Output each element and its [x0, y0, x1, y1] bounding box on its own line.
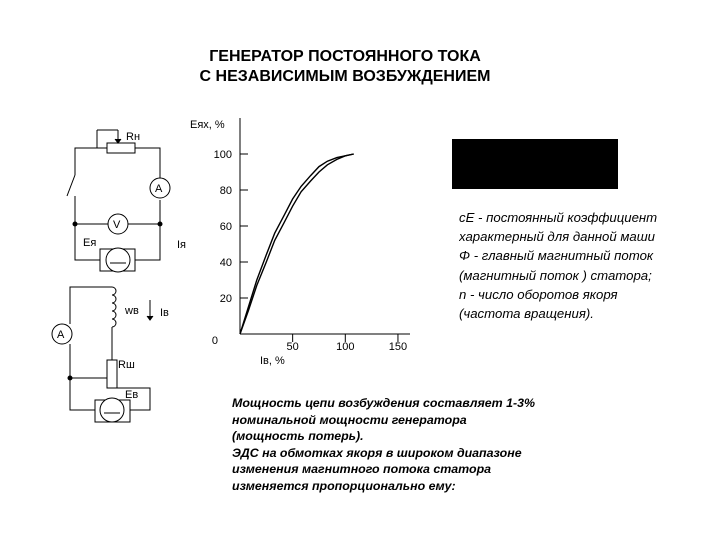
x-tick-label: 100 [336, 341, 355, 353]
power-note [232, 395, 632, 495]
y-tick-label: 60 [219, 221, 232, 233]
notes-line-3: Φ - главный магнитный поток [459, 248, 654, 264]
power-line-3: (мощность потерь). [232, 429, 364, 444]
x-tick-label: 150 [388, 341, 408, 353]
armature-generator [106, 248, 130, 272]
notes-line-5: n - число оборотов якоря [459, 286, 618, 302]
title-line-2: С НЕЗАВИСИМЫМ ВОЗБУЖДЕНИЕМ [199, 68, 491, 85]
power-line-1: Мощность цепи возбуждения составляет 1-3% [232, 396, 536, 410]
notes-block [459, 208, 720, 323]
y-tick-label: 80 [219, 185, 232, 197]
label-voltmeter: V [113, 219, 121, 231]
label-ammeter-top: A [155, 183, 163, 195]
label-ia: Iя [177, 239, 187, 251]
excitation-source [100, 398, 124, 422]
circuit-diagram [52, 130, 170, 422]
excitation-arrow-head [147, 316, 153, 320]
y-tick-label: 100 [213, 149, 232, 161]
notes-line-1: сE - постоянный коэффициент [459, 210, 658, 225]
shunt-resistor [107, 360, 117, 388]
x-tick-label: 50 [286, 341, 299, 353]
junction-bottom [68, 376, 72, 380]
notes-line-2: характерный для данной маши [459, 229, 655, 245]
load-resistor-arrow-head [115, 139, 121, 143]
label-rn: Rн [126, 131, 141, 143]
y-tick-label: 20 [219, 293, 232, 305]
label-ammeter-bottom: A [57, 329, 65, 341]
label-ev: Eв [125, 389, 139, 401]
label-wv: wв [125, 305, 139, 317]
series-line-1 [240, 154, 354, 334]
notes-line-4: (магнитный поток ) статора; [459, 267, 652, 283]
power-line-4: ЭДС на обмотках якоря в широком диапазоне [232, 445, 522, 460]
notes-line-6: (частота вращения). [459, 306, 594, 322]
excitation-wire [70, 287, 112, 392]
label-ea: Eя [83, 237, 97, 249]
magnetization-chart [190, 118, 410, 367]
excitation-coil [112, 287, 116, 327]
redacted-formula-box [452, 139, 618, 189]
switch-blade [67, 175, 75, 196]
x-axis-label: Iв, % [260, 355, 285, 367]
y-axis-label: Eях, % [190, 119, 225, 131]
label-rsh: Rш [118, 359, 135, 371]
y-tick-label: 40 [219, 257, 232, 269]
y-tick-label: 0 [211, 335, 218, 347]
series-line-2 [240, 154, 354, 334]
load-resistor [107, 143, 135, 153]
power-line-2: номинальной мощности генератора [232, 412, 467, 427]
power-line-6: изменяется пропорционально ему: [232, 478, 456, 493]
label-iv: Iв [160, 307, 169, 319]
power-line-5: изменения магнитного потока статора [232, 462, 492, 477]
title-line-1: ГЕНЕРАТОР ПОСТОЯННОГО ТОКА [209, 48, 481, 65]
